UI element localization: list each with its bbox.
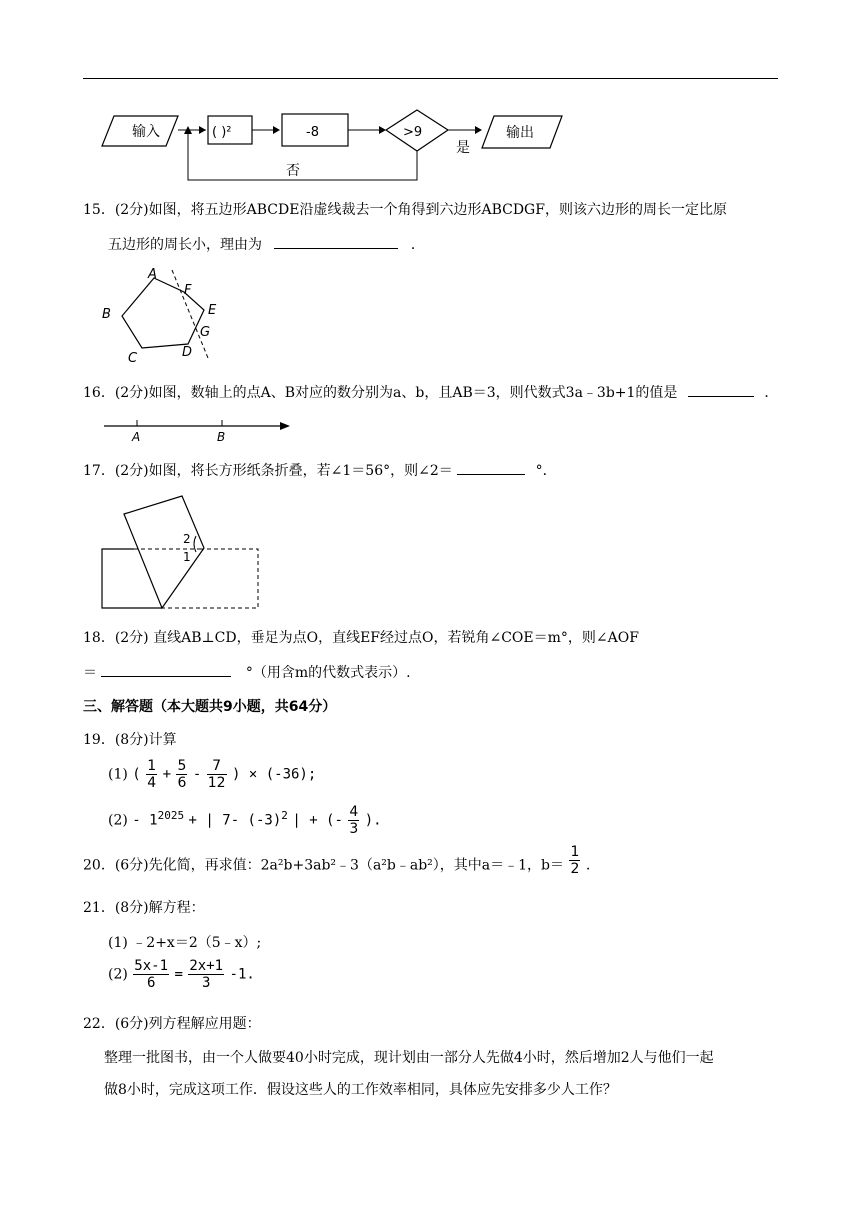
q19-part2 bbox=[108, 804, 382, 837]
yes-label: 是 bbox=[456, 140, 470, 156]
compare-label: >9 bbox=[403, 125, 423, 140]
q20-frac bbox=[569, 844, 580, 877]
frac-num: 2x+1 bbox=[189, 958, 224, 974]
q21-frac2 bbox=[188, 958, 224, 991]
number-line bbox=[104, 416, 294, 444]
question-20 bbox=[83, 844, 591, 877]
frac-den: 6 bbox=[177, 775, 187, 791]
header-rule bbox=[83, 78, 778, 79]
number-line-A: A bbox=[132, 430, 141, 444]
label-F: F bbox=[184, 283, 192, 298]
answer-blank-18[interactable] bbox=[101, 662, 231, 677]
square-label: ( )² bbox=[212, 125, 232, 140]
label-E: E bbox=[208, 303, 217, 318]
minus-label: -8 bbox=[306, 125, 319, 140]
strip-left-part bbox=[102, 549, 162, 608]
q16-end: ． bbox=[764, 385, 779, 401]
strip-dashed-part bbox=[162, 549, 258, 608]
number-line-B: B bbox=[217, 430, 226, 444]
input-label: 输入 bbox=[132, 124, 160, 140]
question-22-title: 22．(6分)列方程解应用题： bbox=[83, 1016, 261, 1032]
label-D: D bbox=[182, 345, 193, 360]
q18-eq: ＝ bbox=[83, 665, 97, 681]
answer-blank-17[interactable] bbox=[457, 460, 525, 475]
q19-frac2 bbox=[176, 758, 187, 791]
q19-p2-tail: ). bbox=[364, 812, 382, 829]
q19-part1: (1) ( $\frac{1}{4}$ + $\frac{5}{6}$ - $\frac{7}{12}$ ) × (-36); bbox=[108, 758, 317, 791]
frac-den: 4 bbox=[147, 775, 157, 791]
q17-end: °． bbox=[535, 463, 557, 479]
question-18-line2 bbox=[83, 662, 411, 683]
q19-p2-exp: 2025 bbox=[157, 808, 185, 822]
question-22-line2: 做8小时，完成这项工作．假设这些人的工作效率相同，具体应先安排多少人工作？ bbox=[104, 1082, 617, 1098]
question-15-line1: 15．(2分)如图，将五边形ABCDE沿虚线裁去一个角得到六边形ABCDGF，则该六边形的周长一定比原 bbox=[83, 202, 727, 218]
q21-part1: (1) ﹣2+x＝2（5﹣x）; bbox=[108, 935, 262, 951]
q16-text: 16．(2分)如图，数轴上的点A、B对应的数分别为a、b，且AB＝3，则代数式3a﹣3b+1的值是 bbox=[83, 385, 678, 401]
frac-num: 5 bbox=[177, 758, 187, 774]
q19-frac1 bbox=[146, 758, 157, 791]
label-G: G bbox=[200, 325, 211, 340]
q19-p1-tail: ) × (-36); bbox=[232, 766, 317, 783]
q19-frac4 bbox=[348, 804, 359, 837]
label-A: A bbox=[148, 267, 157, 282]
flowchart-diagram bbox=[96, 108, 576, 184]
section-3-heading: 三、解答题（本大题共9小题，共64分） bbox=[83, 699, 337, 715]
question-19-title: 19．(8分)计算 bbox=[83, 732, 177, 748]
frac-num: 4 bbox=[349, 804, 359, 820]
q19-frac3 bbox=[207, 758, 227, 791]
question-21-title: 21．(8分)解方程： bbox=[83, 900, 205, 916]
q21-p2-tail: -1. bbox=[229, 966, 255, 983]
frac-den: 2 bbox=[570, 861, 580, 877]
q20-end: . bbox=[585, 857, 591, 874]
q19-p2-b: + | 7- (-3) bbox=[188, 812, 282, 829]
frac-num: 1 bbox=[570, 844, 580, 860]
output-label: 输出 bbox=[506, 125, 534, 141]
q19-p2-a: - 1 bbox=[132, 812, 158, 829]
question-18-line1: 18．(2分) 直线AB⊥CD，垂足为点O，直线EF经过点O，若锐角∠COE＝m°，则∠AOF bbox=[83, 630, 639, 646]
frac-num: 7 bbox=[207, 758, 227, 775]
frac-num: 5x-1 bbox=[134, 958, 169, 974]
q21-p2-label: (2) bbox=[108, 966, 128, 983]
frac-den: 3 bbox=[202, 975, 211, 991]
question-17 bbox=[83, 460, 557, 481]
folded-flap bbox=[124, 496, 204, 608]
no-label: 否 bbox=[286, 163, 300, 179]
q20-text: 20．(6分)先化简，再求值：2a²b+3ab²﹣3（a²b﹣ab²），其中a＝﹣1，b＝ bbox=[83, 857, 564, 874]
label-C: C bbox=[128, 351, 138, 366]
q19-p2-c: | + (- bbox=[292, 812, 343, 829]
pentagon-shape bbox=[122, 278, 204, 348]
answer-blank-16[interactable] bbox=[688, 382, 754, 397]
q18-end: °（用含m的代数式表示）. bbox=[245, 665, 411, 681]
q21-frac1 bbox=[133, 958, 169, 991]
question-15-line2 bbox=[108, 234, 425, 255]
question-22-line1: 整理一批图书，由一个人做要40小时完成，现计划由一部分人先做4小时，然后增加2人与他们一起 bbox=[104, 1050, 714, 1066]
answer-blank-15[interactable] bbox=[274, 234, 398, 249]
q19-p1-open: ( bbox=[132, 766, 141, 783]
frac-num: 1 bbox=[147, 758, 157, 774]
label-B: B bbox=[102, 307, 111, 322]
pentagon-figure bbox=[96, 262, 228, 368]
q15-end: ． bbox=[410, 237, 425, 253]
q15-reason-text: 五边形的周长小，理由为 bbox=[108, 237, 262, 253]
q19-p1-label: (1) bbox=[108, 766, 128, 783]
q19-p2-exp2: 2 bbox=[281, 808, 288, 822]
angle-2-label: 2 bbox=[183, 532, 191, 546]
frac-den: 6 bbox=[146, 975, 156, 991]
q19-p2-label: (2) bbox=[108, 812, 128, 829]
frac-den: 3 bbox=[349, 821, 359, 837]
angle-1-label: 1 bbox=[183, 550, 191, 564]
frac-den: 12 bbox=[207, 775, 226, 791]
q17-text: 17．(2分)如图，将长方形纸条折叠，若∠1＝56°，则∠2＝ bbox=[83, 463, 453, 479]
question-16 bbox=[83, 382, 778, 403]
folded-strip-figure bbox=[100, 494, 264, 612]
q21-part2: (2) $\frac{5x-1}{6}$ = $\frac{2x+1}{3}$ -1. bbox=[108, 958, 255, 991]
